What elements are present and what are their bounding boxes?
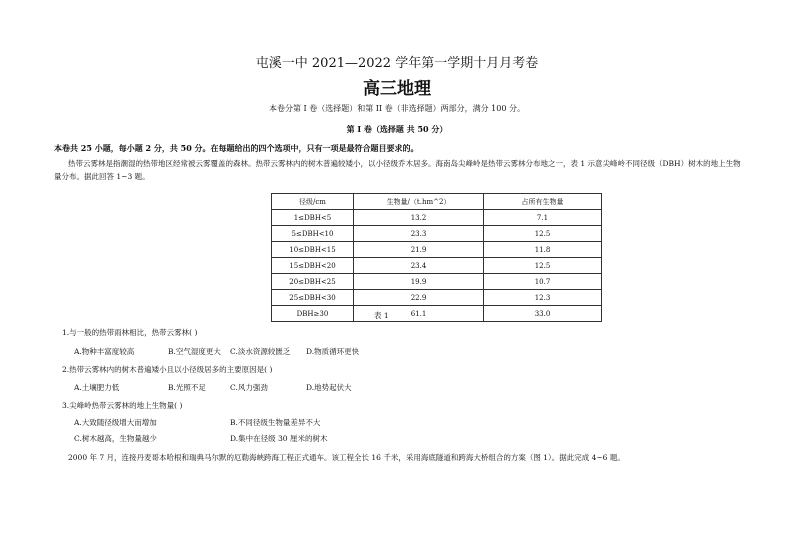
question-2-option-b: B.光照不足 (168, 383, 206, 392)
table-cell: 22.9 (354, 290, 484, 306)
passage-1: 热带云雾林是指潮湿的热带地区经常被云雾覆盖的森林。热带云雾林内的树木普遍较矮小，以小径级乔木居多。海南岛尖峰岭是热带云雾林分布地之一，表 1 示意尖峰岭不同径级（DBH）树木的地上生物量分布。据此回答 1~3 题。 (54, 159, 741, 181)
exam-note: 本卷分第 I 卷（选择题）和第 II 卷（非选择题）两部分，满分 100 分。 (268, 104, 525, 113)
table-row (272, 242, 602, 258)
table-cell: 10≤DBH<15 (272, 242, 354, 258)
question-2-option-a: A.土壤肥力低 (74, 383, 120, 392)
table-cell: 10.7 (484, 274, 602, 290)
table-row (272, 290, 602, 306)
table-cell: 21.9 (354, 242, 484, 258)
question-3-option-d: D.集中在径级 30 厘米的树木 (230, 434, 328, 443)
table-cell: 20≤DBH<25 (272, 274, 354, 290)
table-row (272, 274, 602, 290)
table-cell: DBH≥30 (272, 306, 354, 322)
question-2-option-c: C.风力强劲 (230, 383, 268, 392)
question-3-option-b: B.不同径级生物量差异不大 (230, 418, 321, 427)
exam-title: 屯溪一中 2021—2022 学年第一学期十月月考卷 (255, 56, 539, 71)
exam-subject: 高三地理 (363, 79, 431, 99)
question-2-option-d: D.地势起伏大 (306, 383, 352, 392)
table-cell: 12.5 (484, 258, 602, 274)
table-header: 径级/cm (272, 194, 354, 210)
table-cell: 11.8 (484, 242, 602, 258)
question-3-option-a: A.大致随径级增大而增加 (74, 418, 157, 427)
table-header: 占所有生物量 (484, 194, 602, 210)
table-row (272, 210, 602, 226)
table-cell: 19.9 (354, 274, 484, 290)
table-row (272, 306, 602, 322)
question-3-stem: 3.尖峰岭热带云雾林的地上生物量( ) (62, 401, 183, 410)
instruction: 本卷共 25 小题，每小题 2 分，共 50 分。在每题给出的四个选项中，只有一项是最符合题目要求的。 (54, 143, 419, 153)
question-1-option-d: D.物质循环更快 (306, 347, 360, 356)
table-cell: 5≤DBH<10 (272, 226, 354, 242)
table-cell: 61.1 (354, 306, 484, 322)
table-row (272, 226, 602, 242)
table-row (272, 258, 602, 274)
table-cell: 23.3 (354, 226, 484, 242)
table-cell: 15≤DBH<20 (272, 258, 354, 274)
table-cell: 25≤DBH<30 (272, 290, 354, 306)
question-1-option-a: A.物种丰富度较高 (74, 347, 135, 356)
table-cell: 12.3 (484, 290, 602, 306)
section-heading: 第 I 卷（选择题 共 50 分） (346, 124, 448, 134)
table-header-row (272, 194, 602, 210)
table-cell: 33.0 (484, 306, 602, 322)
question-2-stem: 2.热带云雾林内的树木普遍矮小且以小径级居多的主要原因是( ) (62, 365, 273, 374)
table-caption: 表 1 (374, 311, 389, 320)
passage-2: 2000 年 7 月，连接丹麦哥本哈根和瑞典马尔默的厄勒海峡跨海工程正式通车。该工程全长 16 千米，采用海底隧道和跨海大桥组合的方案（图 1）。据此完成 4~6 题。 (68, 453, 625, 462)
question-1-option-c: C.淡水资源较匮乏 (230, 347, 291, 356)
question-3-option-c: C.树木越高，生物量越少 (74, 434, 157, 443)
biomass-table (271, 193, 602, 322)
question-1-option-b: B.空气湿度更大 (168, 347, 221, 356)
question-1-stem: 1.与一般的热带雨林相比，热带云雾林( ) (62, 328, 198, 337)
table-cell: 12.5 (484, 226, 602, 242)
table-header: 生物量/（t.hm^2） (354, 194, 484, 210)
table-cell: 1≤DBH<5 (272, 210, 354, 226)
table-cell: 13.2 (354, 210, 484, 226)
table-cell: 7.1 (484, 210, 602, 226)
table-cell: 23.4 (354, 258, 484, 274)
